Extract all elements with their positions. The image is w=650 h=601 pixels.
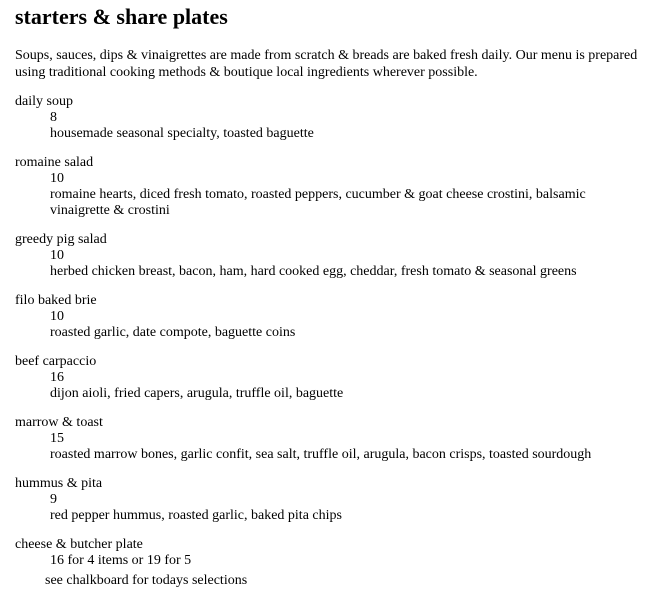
item-name: hummus & pita (15, 476, 103, 491)
menu-item (15, 293, 650, 341)
item-price: 10 (50, 171, 64, 186)
item-name: daily soup (15, 94, 73, 109)
item-description: dijon aioli, fried capers, arugula, truffle oil, baguette (50, 386, 344, 401)
item-price: 9 (50, 492, 57, 507)
menu-item (15, 94, 650, 142)
intro-text: Soups, sauces, dips & vinaigrettes are made from scratch & breads are baked fresh daily. Our menu is prepared using traditional cooking methods & boutique local ingredients wherever possible. (15, 48, 638, 80)
item-note: see chalkboard for todays selections (45, 573, 248, 588)
item-description: housemade seasonal specialty, toasted baguette (50, 126, 314, 141)
menu-item (15, 232, 650, 280)
menu-item (15, 354, 650, 402)
item-name: marrow & toast (15, 415, 103, 430)
section-title: starters & share plates (15, 4, 228, 29)
menu-item (15, 537, 650, 589)
menu-item (15, 155, 650, 219)
item-name: greedy pig salad (15, 232, 107, 247)
item-description: romaine hearts, diced fresh tomato, roasted peppers, cucumber & goat cheese crostini, balsamic vinaigrette & crostini (50, 187, 586, 218)
item-description: herbed chicken breast, bacon, ham, hard cooked egg, cheddar, fresh tomato & seasonal greens (50, 264, 577, 279)
menu-items (15, 94, 650, 589)
item-price: 10 (50, 309, 64, 324)
menu-item (15, 476, 650, 524)
menu-item (15, 415, 650, 463)
item-name: filo baked brie (15, 293, 97, 308)
item-price: 15 (50, 431, 64, 446)
item-name: romaine salad (15, 155, 94, 170)
item-description: roasted marrow bones, garlic confit, sea salt, truffle oil, arugula, bacon crisps, toasted sourdough (50, 447, 592, 462)
item-price: 8 (50, 110, 57, 125)
item-price: 10 (50, 248, 64, 263)
item-description: roasted garlic, date compote, baguette coins (50, 325, 296, 340)
item-name: beef carpaccio (15, 354, 97, 369)
item-price: 16 for 4 items or 19 for 5 (50, 553, 192, 568)
item-name: cheese & butcher plate (15, 537, 143, 552)
item-price: 16 (50, 370, 64, 385)
item-description: red pepper hummus, roasted garlic, baked pita chips (50, 508, 342, 523)
